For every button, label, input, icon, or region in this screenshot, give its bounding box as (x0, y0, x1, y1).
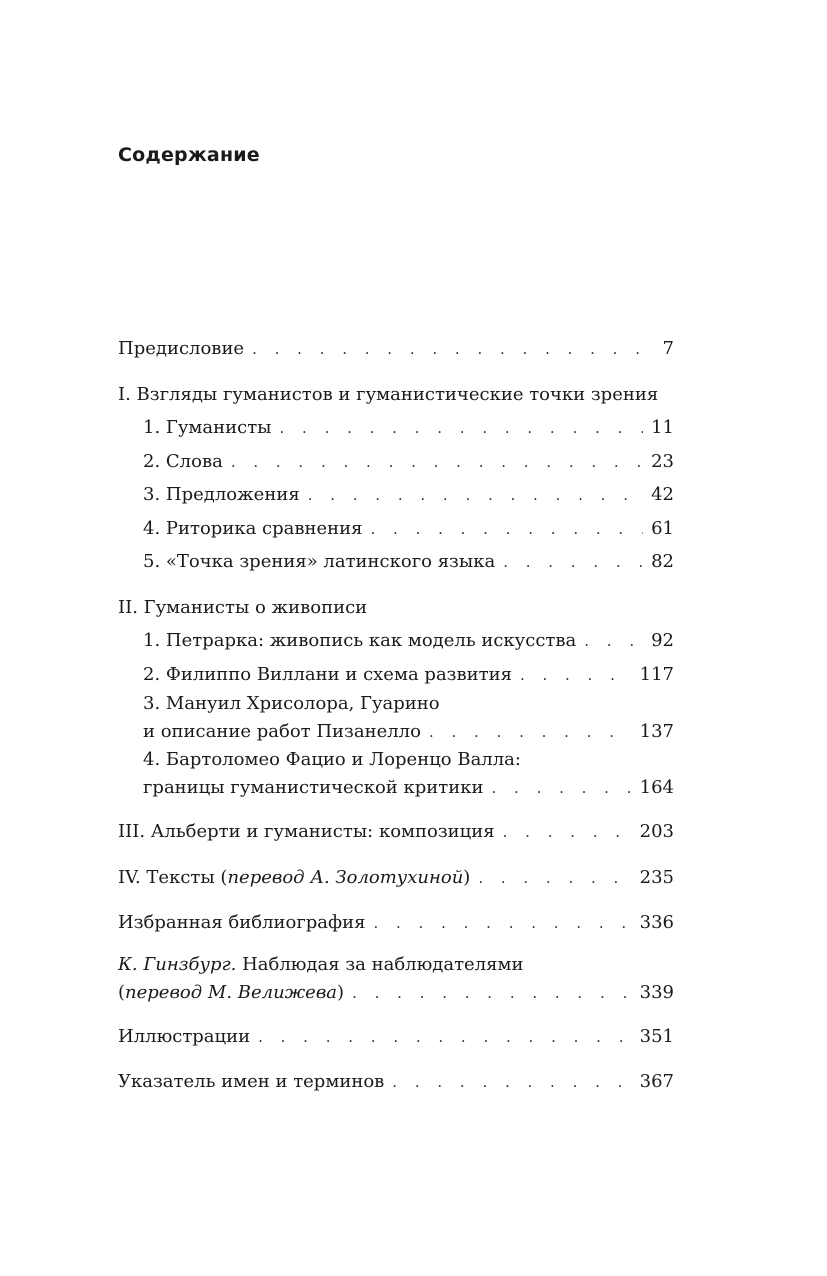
entry-title: 2. Филиппо Виллани и схема развития (143, 663, 512, 685)
entry-title: Указатель имен и терминов (118, 1071, 385, 1092)
paren-close: ) (337, 981, 345, 1003)
entry-title: Иллюстрации (118, 1025, 251, 1047)
page-number: 42 (651, 484, 674, 505)
toc-entry-1-3[interactable] (118, 478, 674, 512)
toc-entry-1-4[interactable] (118, 512, 674, 546)
toc-entry-illustrations[interactable] (118, 1020, 674, 1054)
toc-entry-part4[interactable] (118, 861, 674, 895)
page-number: 7 (662, 338, 674, 359)
page-number: 336 (639, 912, 674, 933)
translator-note: перевод А. Золотухиной (227, 866, 464, 888)
entry-title: 2. Слова (143, 450, 223, 472)
entry-title-line2: границы гуманистической критики (143, 777, 484, 798)
entry-title: 4. Риторика сравнения (143, 517, 363, 539)
page-number: 11 (651, 417, 674, 438)
dot-leader (373, 907, 631, 941)
dot-leader (478, 862, 631, 896)
page-number: 137 (639, 721, 674, 742)
page-number: 203 (639, 821, 674, 842)
dot-leader (308, 479, 643, 513)
entry-title: Предисловие (118, 338, 245, 359)
dot-leader (371, 513, 644, 547)
toc-entry-part3[interactable] (118, 815, 674, 849)
table-of-contents (118, 332, 674, 1099)
page-number: 82 (651, 551, 674, 572)
entry-title: III. Альберти и гуманисты: композиция (118, 821, 495, 842)
dot-leader (258, 1021, 632, 1055)
entry-title: 5. «Точка зрения» латинского языка (143, 551, 496, 572)
toc-entry-index[interactable] (118, 1065, 674, 1099)
dot-leader (492, 773, 632, 803)
toc-entry-1-5[interactable] (118, 545, 674, 579)
page-number: 339 (639, 981, 674, 1003)
dot-leader (429, 717, 632, 747)
entry-title-line1: 3. Мануил Хрисолора, Гуарино (143, 693, 440, 714)
paren-close: ) (463, 866, 471, 888)
toc-entry-1-1[interactable] (118, 411, 674, 445)
entry-title: 1. Гуманисты (143, 417, 272, 438)
dot-leader (231, 446, 643, 480)
toc-entry-ginzburg[interactable] (118, 952, 674, 1008)
page-number: 23 (651, 450, 674, 472)
author-name: К. Гинзбург. (118, 953, 237, 975)
paren-open: ( (118, 981, 126, 1003)
page-number: 235 (639, 866, 674, 888)
dot-leader (520, 659, 632, 693)
toc-entry-2-2[interactable] (118, 658, 674, 692)
entry-title-line1: 4. Бартоломео Фацио и Лоренцо Валла: (143, 749, 521, 770)
entry-title-line2 (118, 978, 344, 1008)
dot-leader (280, 412, 644, 446)
page-number: 117 (639, 663, 674, 685)
page-number: 351 (639, 1025, 674, 1047)
entry-title-line2: и описание работ Пизанелло (143, 721, 421, 742)
page-title: Содержание (118, 144, 260, 166)
dot-leader (503, 816, 632, 850)
entry-title-text: IV. Тексты (118, 866, 215, 888)
dot-leader (352, 978, 632, 1008)
entry-title-text: Наблюдая за наблюдателями (242, 953, 524, 975)
toc-entry-2-3[interactable] (118, 691, 674, 747)
entry-title (118, 861, 470, 895)
dot-leader (252, 333, 648, 367)
dot-leader (392, 1066, 631, 1100)
toc-entry-1-2[interactable] (118, 445, 674, 479)
part-heading-1[interactable]: I. Взгляды гуманистов и гуманистические точки зрения (118, 383, 659, 405)
dot-leader (503, 546, 643, 580)
translator-note: перевод М. Велижева (125, 981, 338, 1003)
part-heading-2[interactable]: II. Гуманисты о живописи (118, 596, 368, 618)
toc-entry-2-4[interactable] (118, 747, 674, 803)
page-number: 61 (651, 517, 674, 539)
entry-title: 1. Петрарка: живопись как модель искусства (143, 630, 577, 651)
entry-title: 3. Предложения (143, 484, 300, 505)
dot-leader (584, 625, 643, 659)
page-number: 367 (639, 1071, 674, 1092)
entry-title: Избранная библиография (118, 912, 366, 933)
entry-title-line1 (118, 952, 674, 978)
paren-open: ( (220, 866, 228, 888)
page-number: 92 (651, 630, 674, 651)
toc-entry-bibliography[interactable] (118, 906, 674, 940)
page-number: 164 (639, 777, 674, 798)
toc-entry-2-1[interactable] (118, 624, 674, 658)
toc-entry-preface[interactable] (118, 332, 674, 366)
